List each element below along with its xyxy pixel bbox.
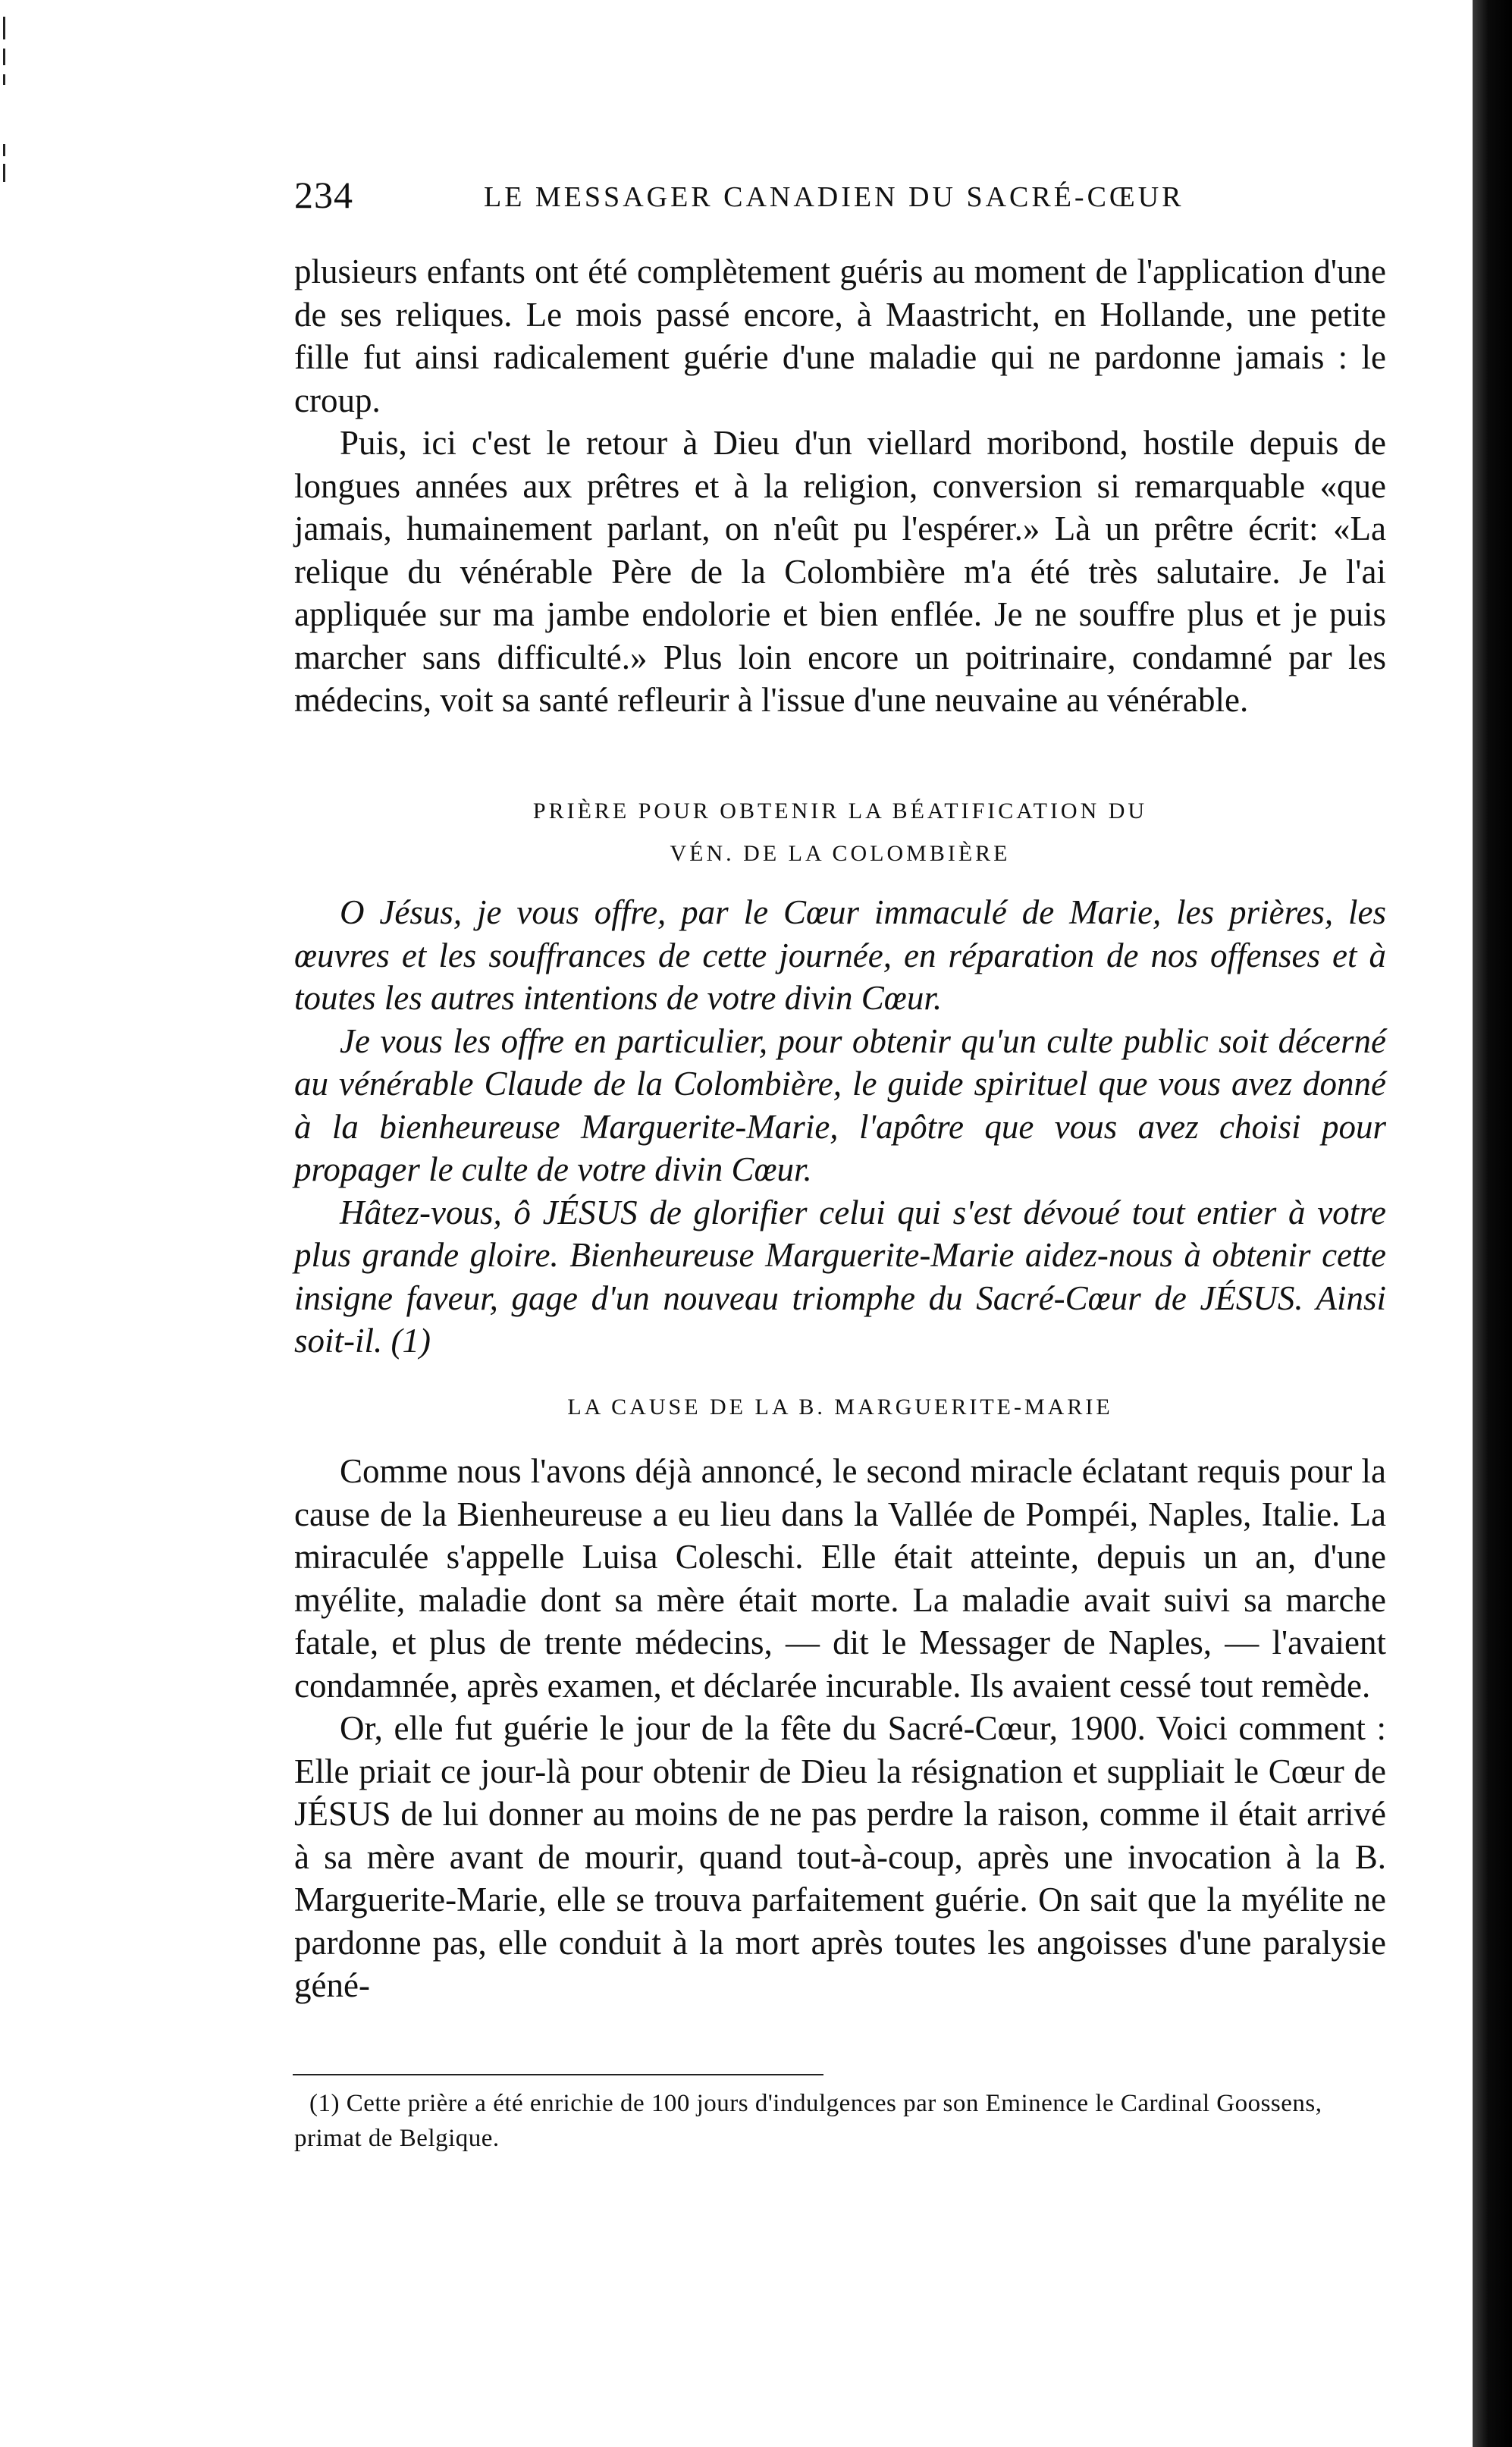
body-paragraph-2: Puis, ici c'est le retour à Dieu d'un viellard moribond, hostile depuis de longues années aux prêtres et à la religion, conversion si remarquable «que jamais, humainement parlant, on n'eût pu l'espérer.» Là un prêtre écrit: «La relique du vénérable Père de la Colombière m'a été très salutaire. Je l'ai appliquée sur ma jambe endolorie et bien enflée. Je ne souffre plus et je puis marcher sans difficulté.» Plus loin encore un poitrinaire, condamné par les médecins, voit sa santé refleurir à l'issue d'une neuvaine au vénérable. bbox=[294, 424, 1386, 719]
prayer-heading bbox=[294, 790, 1386, 875]
scan-edge-shadow bbox=[1473, 0, 1512, 2447]
margin-mark bbox=[3, 49, 5, 65]
cause-paragraph-1: Comme nous l'avons déjà annoncé, le second miracle éclatant requis pour la cause de la Bienheureuse a eu lieu dans la Vallée de Pompéi, Naples, Italie. La miraculée s'appelle Luisa Coleschi. Elle était atteinte, depuis un an, d'une myélite, maladie dont sa mère était morte. La maladie avait suivi sa marche fatale, et plus de trente médecins, — dit le Messager de Naples, — l'avaient condamnée, après examen, et déclarée incurable. Ils avaient cessé tout remède. bbox=[294, 1452, 1386, 1705]
cause-heading-text: LA CAUSE DE LA B. MARGUERITE-MARIE bbox=[567, 1394, 1113, 1420]
running-title: LE MESSAGER CANADIEN DU SACRÉ-CŒUR bbox=[484, 181, 1184, 213]
margin-mark bbox=[3, 144, 5, 156]
prayer-section bbox=[294, 891, 1386, 1363]
page-number: 234 bbox=[294, 174, 353, 216]
body-paragraph-1: plusieurs enfants ont été complètement guéris au moment de l'application d'une de ses reliques. Le mois passé encore, à Maastricht, en Hollande, une petite fille fut ainsi radicalement guérie d'une maladie qui ne pardonne jamais : le croup. bbox=[294, 253, 1386, 419]
margin-mark bbox=[3, 74, 5, 85]
footnote-section bbox=[294, 2074, 1386, 2156]
cause-paragraph-2: Or, elle fut guérie le jour de la fête du Sacré-Cœur, 1900. Voici comment : Elle priait ce jour-là pour obtenir de Dieu la résignation et suppliait le Cœur de JÉSUS de lui donner au moins de ne pas perdre la raison, comme il était arrivé à sa mère avant de mourir, quand tout-à-coup, après une invocation à la B. Marguerite-Marie, elle se trouva parfaitement guérie. On sait que la myélite ne pardonne pas, elle conduit à la mort après toutes les angoisses d'une paralysie géné- bbox=[294, 1709, 1386, 2004]
left-margin-marks bbox=[0, 0, 11, 197]
running-header bbox=[294, 173, 1386, 218]
footnote-text: (1) Cette prière a été enrichie de 100 jours d'indulgences par son Eminence le Cardinal Goossens, primat de Belgique. bbox=[294, 2090, 1322, 2152]
prayer-paragraph-3: Hâtez-vous, ô JÉSUS de glorifier celui qui s'est dévoué tout entier à votre plus grande gloire. Bienheureuse Marguerite-Marie aidez-nous à obtenir cette insigne faveur, gage d'un nouveau triomphe du Sacré-Cœur de JÉSUS. Ainsi soit-il. (1) bbox=[294, 1193, 1386, 1360]
prayer-paragraph-1: O Jésus, je vous offre, par le Cœur immaculé de Marie, les prières, les œuvres et les souffrances de cette journée, en réparation de nos offenses et à toutes les autres intentions de votre divin Cœur. bbox=[294, 893, 1386, 1017]
cause-heading bbox=[294, 1386, 1386, 1429]
margin-mark bbox=[3, 164, 5, 182]
margin-mark bbox=[3, 17, 5, 39]
footnote-rule bbox=[293, 2074, 823, 2075]
body-section bbox=[294, 250, 1386, 722]
cause-section bbox=[294, 1450, 1386, 2007]
prayer-heading-line-1: PRIÈRE POUR OBTENIR LA BÉATIFICATION DU bbox=[532, 798, 1148, 824]
prayer-heading-line-2: VÉN. DE LA COLOMBIÈRE bbox=[670, 841, 1011, 866]
prayer-paragraph-2: Je vous les offre en particulier, pour obtenir qu'un culte public soit décerné au vénérable Claude de la Colombière, le guide spirituel que vous avez donné à la bienheureuse Marguerite-Marie, l'apôtre que vous avez choisi pour propager le culte de votre divin Cœur. bbox=[294, 1021, 1386, 1188]
